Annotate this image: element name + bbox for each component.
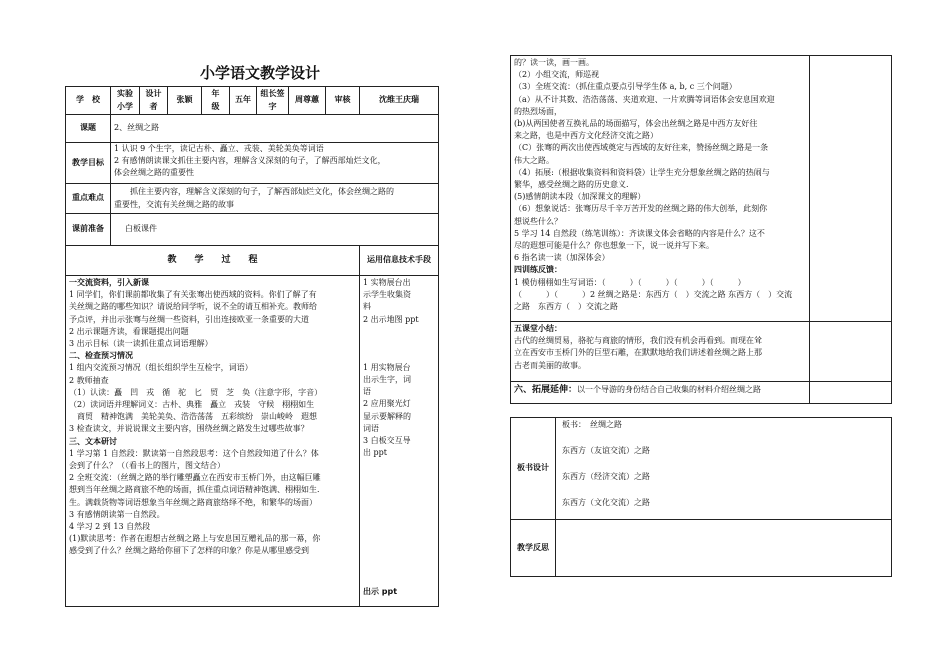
tech-header: 运用信息技术手段 xyxy=(360,246,439,276)
section-heading: 二、检查预习情况 xyxy=(69,351,133,361)
process-line: 1 学习第 1 自然段：默读第一自然段思考：这个自然段知道了什么？体 xyxy=(69,448,319,458)
right-line: 尽的遐想可能是什么？你也想象一下，说一说并写下来。 xyxy=(514,241,714,251)
right-line: 繁华，感受丝绸之路的历史意义. xyxy=(514,180,629,190)
right-line: 的？读一读，画一画。 xyxy=(514,58,594,67)
tech-line: 3 白板交互导 xyxy=(363,436,411,446)
school-value: 实验小学 xyxy=(111,87,140,115)
tech-line: 2 应用聚光灯 xyxy=(363,399,411,409)
process-line: 生。满载货物等词语想象当年丝绸之路商旅络绎不绝，和繁华的场面） xyxy=(69,497,317,507)
tech-line: 显示要解释的 xyxy=(363,411,411,421)
goals-content xyxy=(111,143,439,184)
process-content xyxy=(66,276,360,607)
practice-line: 1 模仿栩栩如生写词语：（ ）（ ）（ ）（ ） xyxy=(514,277,746,287)
process-line: 会到了什么？（（看书上的图片，图文结合） xyxy=(69,461,225,471)
review-label: 审核 xyxy=(326,87,360,115)
process-line: (1)默读思考：作者在遐想古丝绸之路上与安息国互赠礼品的那一幕，你 xyxy=(69,534,321,544)
right-line: （2）小组交流，师巡视 xyxy=(514,70,600,80)
practice-line: （ ）（ ）2 丝绸之路是：东西方（ ）交流之路 东西方（ ）交流 xyxy=(514,289,793,299)
process-line: （1）认读：矗 凹 戎 循 驼 匕 贸 芝 奂（注意字形，字音） xyxy=(69,387,323,397)
section-heading: 三、文本研讨 xyxy=(69,436,117,446)
right-line: 5 学习 14 自然段（练笔训练）：齐读课文体会省略的内容是什么？这不 xyxy=(514,228,765,238)
spacer-row xyxy=(511,404,892,418)
grade-value: 五年 xyxy=(230,87,257,115)
board-line: 板书： 丝绸之路 xyxy=(562,420,622,429)
practice-line: 之路 东西方（ ）交流之路 xyxy=(514,302,618,312)
reflect-content xyxy=(556,520,892,577)
prep-label: 课前准备 xyxy=(66,214,111,246)
process-line: 1 组内交流预习情况（组长组织学生互检字，词语） xyxy=(69,363,253,373)
process-line: 3 检查读文，并说说课文主要内容，围绕丝绸之路发生过哪些故事？ xyxy=(69,424,309,434)
topic-label: 课题 xyxy=(66,115,111,143)
topic-value: 2、丝绸之路 xyxy=(111,115,439,143)
tech-line: 词语 xyxy=(363,423,379,433)
process-line: 3 出示目标（读一读抓住重点词语理解） xyxy=(69,339,213,349)
summary-line: 立在西安市玉桥门外的巨型石雕，在默默地给我们讲述着丝绸之路上那 xyxy=(514,348,762,358)
process-line: 2 全班交流：（丝绸之路的举行雕塑矗立在西安市玉桥门外，由这幅巨雕 xyxy=(69,473,321,483)
practice-heading: 四训练反馈： xyxy=(514,265,562,275)
process-line: 感受到了什么？丝绸之路给你留下了怎样的印象？你是从哪里感受到 xyxy=(69,546,309,556)
goals-line: 体会丝绸之路的重要性 xyxy=(114,168,194,178)
tech-content xyxy=(360,276,439,607)
summary-side-empty xyxy=(810,322,892,382)
tech-line: 出示生字，词 xyxy=(363,375,411,385)
tech-line: 出 ppt xyxy=(363,448,387,458)
designer-value: 张颖 xyxy=(168,87,202,115)
summary-content xyxy=(511,322,810,382)
summary-heading: 五课堂小结： xyxy=(514,324,562,333)
goals-label: 教学目标 xyxy=(66,143,111,184)
process-line: 4 学习 2 到 13 自然段 xyxy=(69,522,151,532)
tech-line: 示学生收集资 xyxy=(363,290,411,300)
process-line: 1 同学们，你们课前都收集了有关张骞出使西域的资料。你们了解了有 xyxy=(69,290,317,300)
process-line: 想到当年丝绸之路商旅不绝的场面，抓住重点词语精神饱满、栩栩如生． xyxy=(69,485,325,495)
prep-value: 白板课件 xyxy=(111,214,439,246)
right-line: (5)感情朗读本段（加深课文的理解） xyxy=(514,192,646,202)
right-line: （6）想象说话：张骞历尽千辛万苦开发的丝绸之路的伟大创举，此刻你 xyxy=(514,204,768,214)
tech-line: 料 xyxy=(363,302,371,312)
school-label: 学 校 xyxy=(66,87,111,115)
tech-line: 出示 ppt xyxy=(363,586,398,596)
process-line: 关丝绸之路的哪些知识？请说给同学听，说不全的请互相补充。教师给 xyxy=(69,302,317,312)
right-line: （4）拓展:（根据收集资料和资料袋）让学生充分想象丝绸之路的热闹与 xyxy=(514,167,770,177)
right-content xyxy=(511,56,810,322)
process-line: 2 教师抽查 xyxy=(69,375,109,385)
right-line: 来之路，也是中西方文化经济交流之路） xyxy=(514,131,658,141)
process-line: 2 出示课题齐读，看课题提出问题 xyxy=(69,326,189,336)
focus-content xyxy=(111,184,439,214)
right-line: 伟大之路。 xyxy=(514,155,554,165)
extend-content xyxy=(511,382,810,404)
right-line: （C）张骞的两次出使西域奠定与西域的友好往来，赞扬丝绸之路是一条 xyxy=(514,143,769,153)
tech-line: 2 出示地图 ppt xyxy=(363,314,419,324)
grade-label: 年 级 xyxy=(202,87,230,115)
section-heading: 一交流资料，引入新课 xyxy=(69,278,149,287)
extend-text: 以一个导游的身份结合自己收集的材料介绍丝绸之路 xyxy=(577,385,762,394)
review-value: 沈维王庆瑞 xyxy=(360,87,439,115)
leader-label: 组长签字 xyxy=(257,87,289,115)
goals-line: 2 有感情朗读课文抓住主要内容，理解含义深刻的句子，了解西部灿烂文化， xyxy=(114,156,386,166)
process-line: 商贸 精神饱满 美轮美奂、浩浩荡荡 五彩缤纷 崇山峻岭 遐想 xyxy=(69,412,317,422)
leader-value: 周尊蕙 xyxy=(289,87,326,115)
process-line: 3 有感情朗读第一自然段。 xyxy=(69,509,165,519)
process-line: 予点评，并出示张骞与丝绸一些资料，引出连接欧亚一条重要的大道 xyxy=(69,314,309,324)
board-content xyxy=(556,418,892,520)
focus-line: 重要性，交流有关丝绸之路的故事 xyxy=(114,199,234,209)
board-line: 东西方（友谊交流）之路 xyxy=(562,446,650,455)
reflect-label: 教学反思 xyxy=(511,520,556,577)
right-line: 6 指名读一读（加深体会） xyxy=(514,253,610,263)
summary-line: 古代的丝绸贸易，骆驼与商旅的情形，我们没有机会再看到。而现在耸 xyxy=(514,336,762,346)
tech-line: 1 用实物展台 xyxy=(363,362,411,372)
page-title: 小学语文教学设计 xyxy=(199,64,320,82)
right-line: （a）从不计其数、浩浩荡荡、夹道欢迎、一片欢腾等词语体会安息国欢迎 xyxy=(514,94,775,104)
tech-line: 语 xyxy=(363,387,371,397)
right-line: 的热烈场面， xyxy=(514,106,562,116)
right-line: （3）全班交流：（抓住重点要点引导学生体 a, b, c 三个问题） xyxy=(514,82,737,92)
right-tech-empty xyxy=(810,56,892,322)
extend-heading: 六、拓展延伸： xyxy=(514,385,578,395)
right-line: (b)从两国使者互换礼品的场面描写，体会出丝绸之路是中西方友好往 xyxy=(514,119,758,129)
board-label: 板书设计 xyxy=(511,418,556,520)
summary-line: 古老而美丽的故事。 xyxy=(514,360,586,370)
tech-line: 1 实物展台出 xyxy=(363,278,411,287)
extend-side-empty xyxy=(810,382,892,404)
right-line: 想说些什么？ xyxy=(514,216,562,226)
focus-line: 抓住主要内容，理解含义深刻的句子，了解西部灿烂文化，体会丝绸之路的 xyxy=(114,187,394,197)
right-lesson-table xyxy=(510,55,892,577)
goals-line: 1 认识 9 个生字，读记古朴、矗立、戎装、美轮美奂等词语 xyxy=(114,144,324,153)
process-line: （2）读词语并理解词义：古朴、典雅 矗立 戎装 守候 栩栩如生 xyxy=(69,400,315,410)
focus-label: 重点难点 xyxy=(66,184,111,214)
board-line: 东西方（文化交流）之路 xyxy=(562,498,650,507)
designer-label: 设计者 xyxy=(140,87,168,115)
board-line: 东西方（经济交流）之路 xyxy=(562,472,650,481)
left-lesson-table xyxy=(65,86,439,607)
process-header: 教 学 过 程 xyxy=(66,246,360,276)
